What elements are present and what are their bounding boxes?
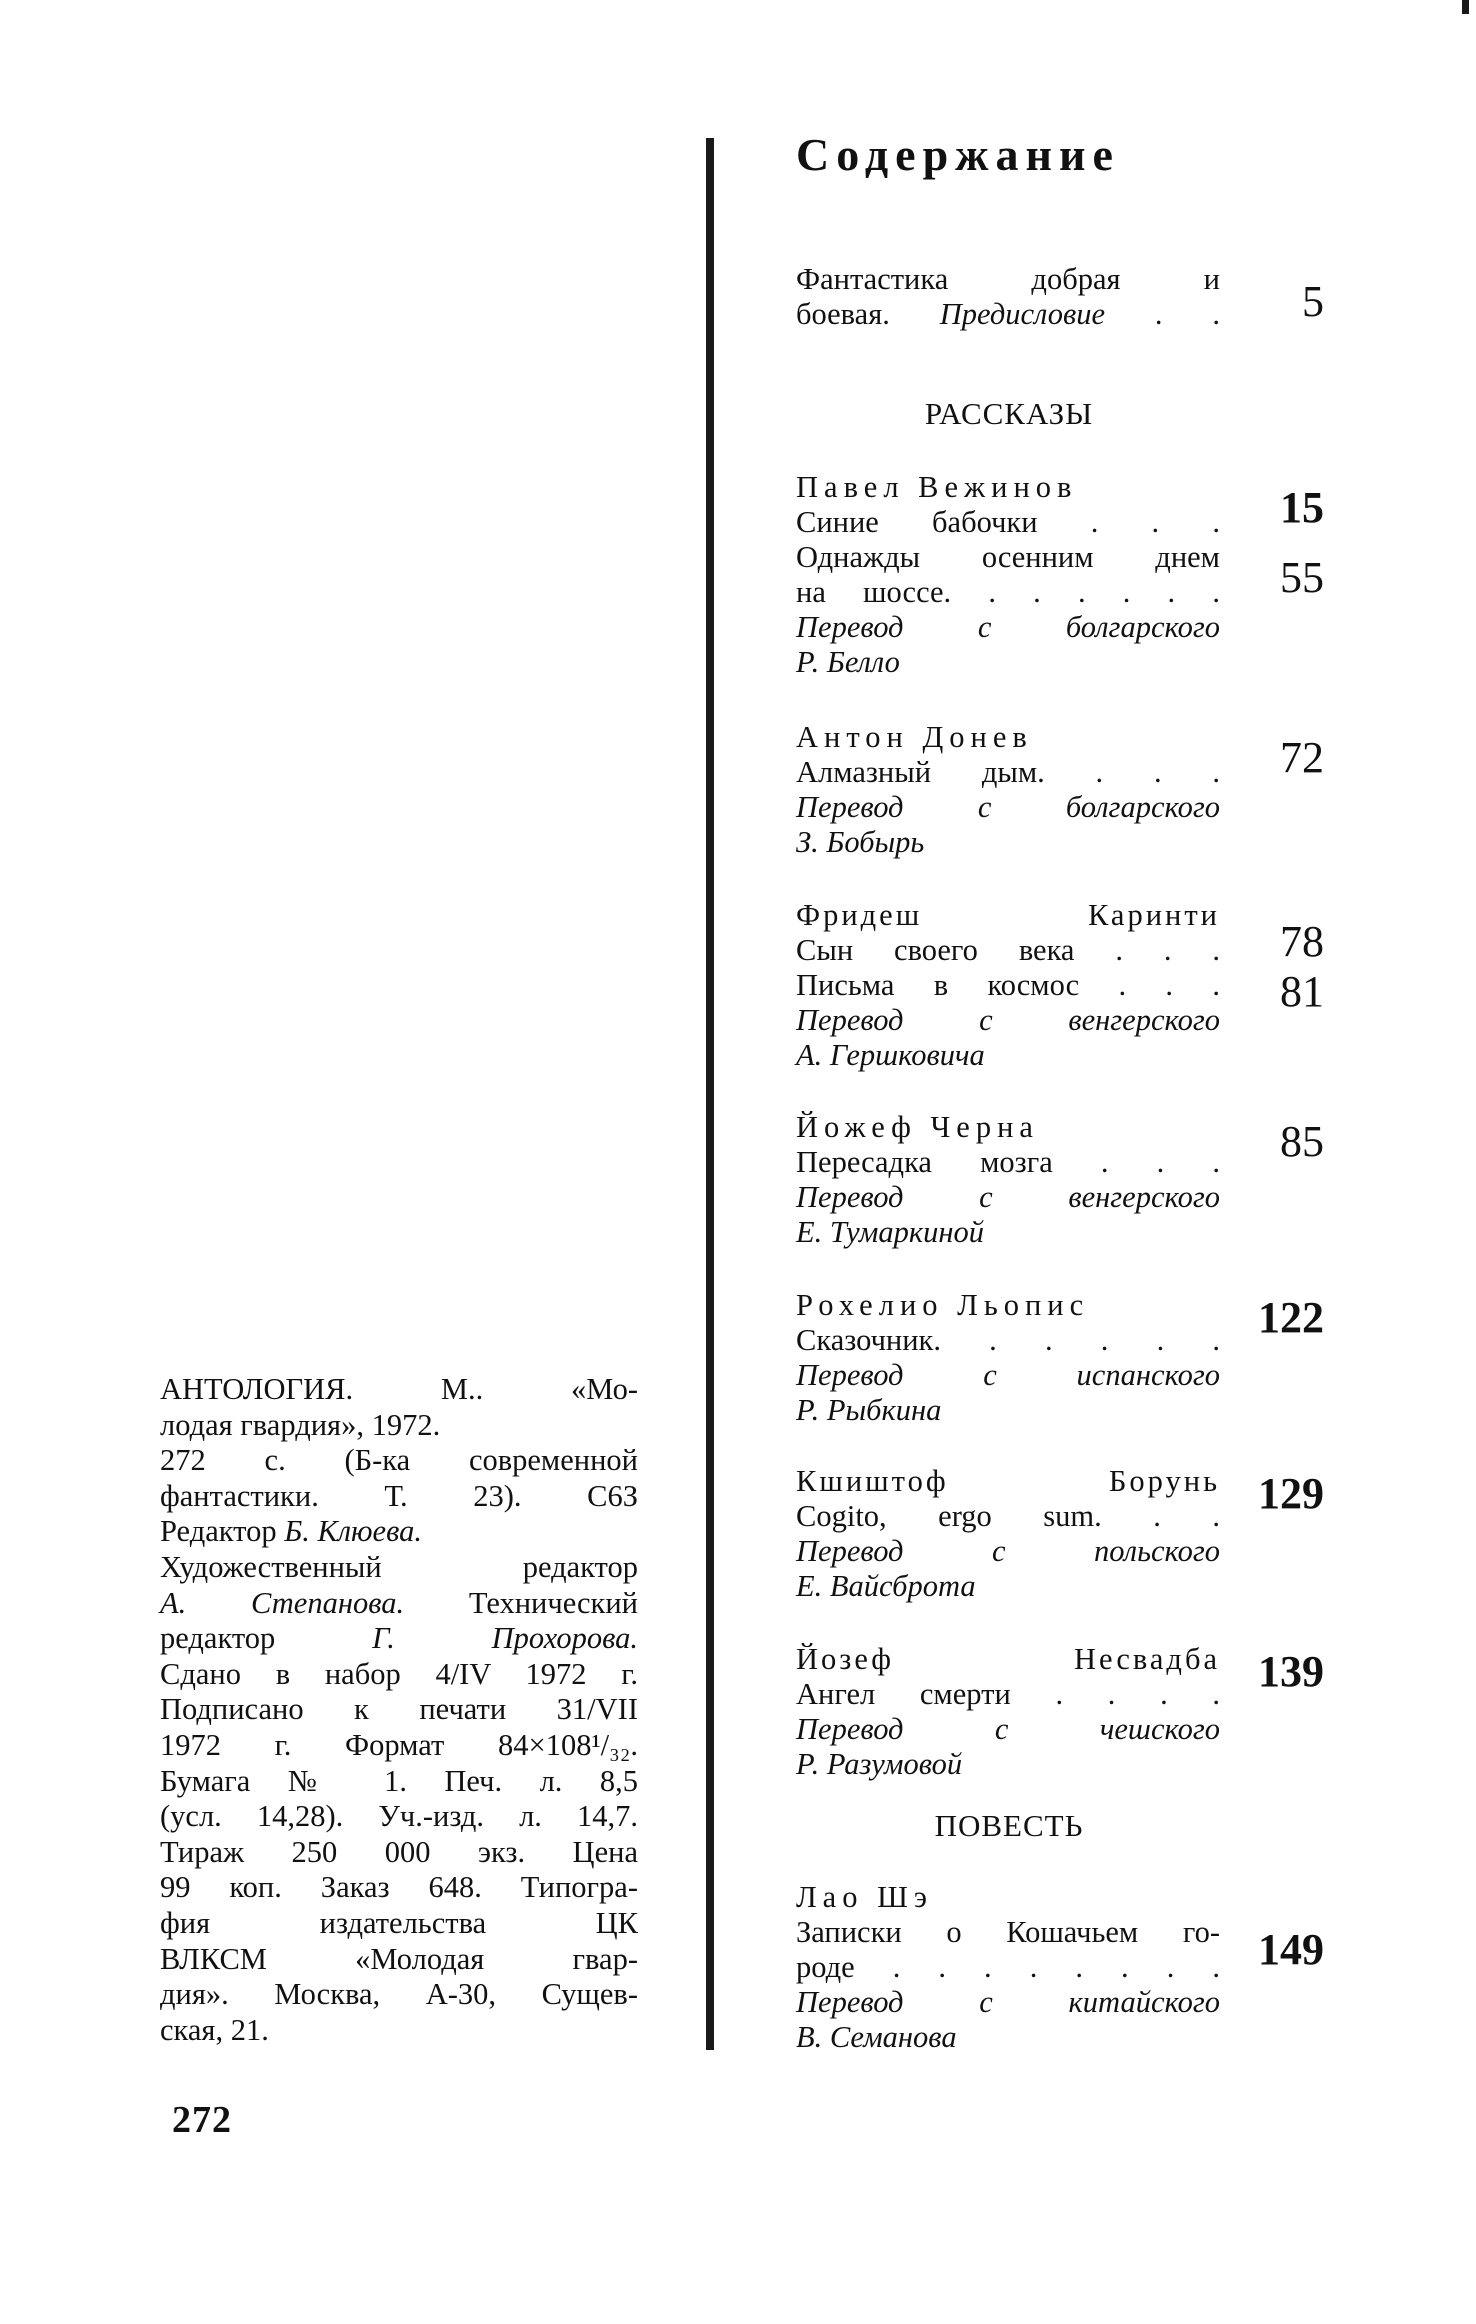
- colophon-line: Тираж 250 000 экз. Цена: [160, 1834, 638, 1869]
- colophon-line: (усл. 14,28). Уч.-изд. л. 14,7.: [160, 1799, 638, 1834]
- toc-translation: Перевод с китайского: [796, 1985, 1220, 2019]
- toc-title: Содержание: [796, 129, 1120, 180]
- page-number: 272: [172, 2099, 232, 2141]
- toc-translator: Е. Вайсброта: [796, 1569, 976, 1603]
- colophon-line: лодая гвардия», 1972.: [160, 1407, 441, 1442]
- toc-entry[interactable]: [796, 1880, 1326, 2055]
- toc-translation: Перевод с венгерского: [796, 1003, 1220, 1037]
- preface-line: Фантастика добрая и: [796, 262, 1220, 296]
- toc-author: Лао Шэ: [796, 1880, 933, 1914]
- toc-translation: Перевод с испанского: [796, 1358, 1220, 1392]
- toc-author: Йожеф Черна: [796, 1110, 1039, 1144]
- toc-translator: Е. Тумаркиной: [796, 1215, 985, 1249]
- toc-page-number: 149: [1258, 1925, 1324, 1974]
- toc-page-number: 78: [1280, 917, 1324, 966]
- colophon-line: дия». Москва, А-30, Сущев-: [160, 1977, 638, 2012]
- colophon-line: 1972 г. Формат 84×108¹/₃₂.: [160, 1727, 638, 1762]
- toc-translation: Перевод с чешского: [796, 1712, 1220, 1746]
- colophon-tech-editor-name: Г. Прохорова.: [372, 1621, 639, 1656]
- toc-work-title: Сказочник. . . . . .: [796, 1323, 1220, 1357]
- toc-work-title: Письма в космос . . .: [796, 968, 1220, 1002]
- toc-entry[interactable]: [796, 1110, 1326, 1250]
- colophon-line: Художественный редактор: [160, 1549, 638, 1584]
- toc-entry[interactable]: [796, 470, 1326, 680]
- toc-page-number: 55: [1280, 553, 1324, 602]
- toc-translator: В. Семанова: [796, 2020, 957, 2054]
- toc-page-number: 72: [1280, 733, 1324, 782]
- colophon-line: Сдано в набор 4/IV 1972 г.: [160, 1656, 638, 1691]
- toc-entry[interactable]: [796, 898, 1326, 1073]
- colophon-line: ВЛКСМ «Молодая гвар-: [160, 1941, 638, 1976]
- toc-translation: Перевод с венгерского: [796, 1180, 1220, 1214]
- toc-work-title: Пересадка мозга . . .: [796, 1145, 1220, 1179]
- toc-translator: Р. Разумовой: [796, 1747, 963, 1781]
- toc-entry-preface[interactable]: [796, 262, 1326, 332]
- toc-work-title: роде . . . . . . . .: [796, 1950, 1220, 1984]
- toc-author: Фридеш Каринти: [796, 898, 1220, 932]
- toc-work-title: Записки о Кошачьем го-: [796, 1915, 1220, 1949]
- colophon-line: Подписано к печати 31/VII: [160, 1692, 638, 1727]
- toc-author: Павел Вежинов: [796, 470, 1078, 504]
- toc-page-number: 85: [1280, 1117, 1324, 1166]
- colophon-line: 272 с. (Б-ка современной: [160, 1443, 638, 1478]
- toc-work-title: Сын своего века . . .: [796, 933, 1220, 967]
- colophon-line: [160, 1621, 638, 1657]
- toc-work-title: Алмазный дым. . . .: [796, 755, 1220, 789]
- colophon-editor-label: Редактор: [160, 1514, 277, 1549]
- colophon-line: АНТОЛОГИЯ. М.. «Мо-: [160, 1372, 638, 1406]
- toc-author: Рохелио Льопис: [796, 1288, 1090, 1322]
- toc-entry[interactable]: [796, 1464, 1326, 1604]
- toc-page-number: 81: [1280, 967, 1324, 1016]
- preface-label: боевая.: [796, 297, 890, 331]
- colophon-line: [160, 1514, 638, 1550]
- toc-work-title: Ангел смерти . . . .: [796, 1677, 1220, 1711]
- toc-entry[interactable]: [796, 1642, 1326, 1782]
- toc-page-number: 129: [1258, 1469, 1324, 1518]
- colophon-line: фия издательства ЦК: [160, 1905, 638, 1940]
- colophon-editor-name: Б. Клюева.: [284, 1514, 422, 1549]
- toc-translation: Перевод с болгарского: [796, 610, 1220, 644]
- corner-mark: [1462, 0, 1469, 14]
- column-divider: [706, 138, 714, 2050]
- toc-translation: Перевод с польского: [796, 1534, 1220, 1568]
- toc-entry[interactable]: [796, 1288, 1326, 1428]
- toc-page-number: 5: [1302, 277, 1324, 326]
- colophon-line: ская, 21.: [160, 2012, 269, 2047]
- toc-translation: Перевод с болгарского: [796, 790, 1220, 824]
- toc-entry[interactable]: [796, 720, 1326, 860]
- toc-author: Антон Донев: [796, 720, 1033, 754]
- toc-page-number: 15: [1280, 483, 1324, 532]
- colophon-line: [160, 1586, 638, 1622]
- toc-work-title: Однажды осенним днем: [796, 540, 1220, 574]
- toc-translator: Р. Рыбкина: [796, 1393, 942, 1427]
- toc-page-number: 122: [1258, 1293, 1324, 1342]
- colophon-tech-editor-label: редактор: [160, 1621, 276, 1656]
- colophon-tech-label: Технический: [468, 1585, 638, 1620]
- toc-page-number: 139: [1258, 1647, 1324, 1696]
- toc-translator: А. Гершковича: [796, 1038, 985, 1072]
- preface-line: [796, 297, 1220, 332]
- toc-translator: З. Бобырь: [796, 825, 925, 859]
- colophon: [160, 1372, 638, 2048]
- preface-dots: . .: [1154, 297, 1221, 331]
- toc-translator: Р. Белло: [796, 645, 900, 679]
- section-heading-stories: РАССКАЗЫ: [924, 396, 1094, 431]
- colophon-line: 99 коп. Заказ 648. Типогра-: [160, 1870, 638, 1905]
- toc-work-title: Cogito, ergo sum. . .: [796, 1499, 1220, 1533]
- preface-title: Предисловие: [939, 297, 1105, 331]
- colophon-line: фантастики. Т. 23). С6З: [160, 1478, 638, 1513]
- toc-author: Кшиштоф Борунь: [796, 1464, 1220, 1498]
- colophon-art-editor-name: А. Степанова.: [160, 1585, 405, 1620]
- section-heading-novella: ПОВЕСТЬ: [934, 1808, 1084, 1843]
- toc-work-title: на шоссе. . . . . . .: [796, 575, 1220, 609]
- toc-author: Йозеф Несвадба: [796, 1642, 1220, 1676]
- colophon-line: Бумага № 1. Печ. л. 8,5: [160, 1763, 638, 1798]
- toc-work-title: Синие бабочки . . .: [796, 505, 1220, 539]
